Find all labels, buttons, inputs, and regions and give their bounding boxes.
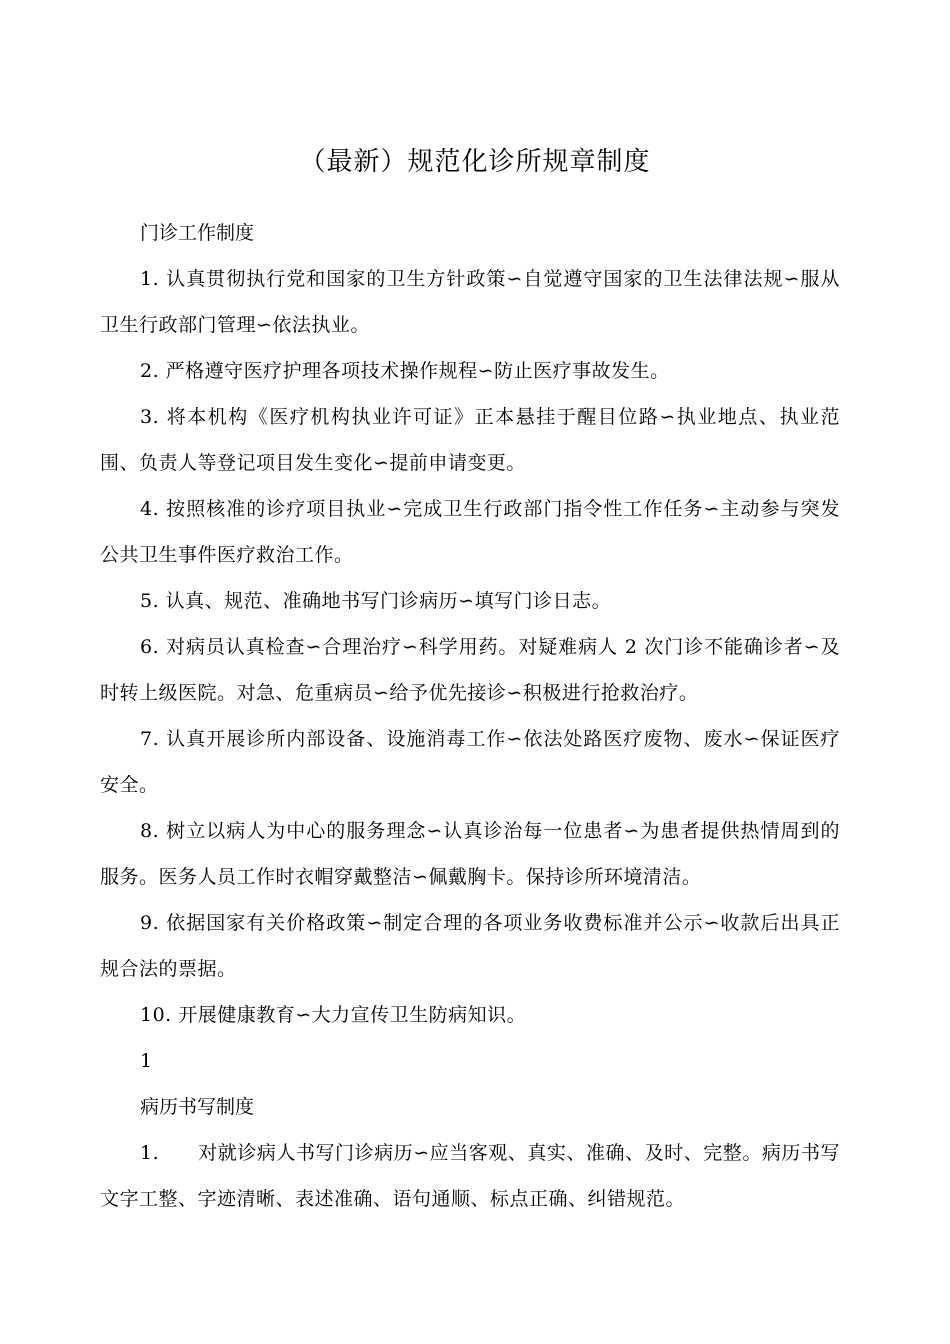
rule-item: 10. 开展健康教育∽大力宣传卫生防病知识。 xyxy=(140,1004,527,1026)
document-body xyxy=(100,210,840,1222)
rule-item: 6. 对病员认真检查∽合理治疗∽科学用药。对疑难病人 2 次门诊不能确诊者∽及时转上级医院。对急、危重病员∽给予优先接诊∽积极进行抢救治疗。 xyxy=(100,636,840,704)
rule-item: 7. 认真开展诊所内部设备、设施消毒工作∽依法处路医疗废物、废水∽保证医疗安全。 xyxy=(100,728,840,796)
section-heading-outpatient: 门诊工作制度 xyxy=(140,222,255,244)
rule-item: 8. 树立以病人为中心的服务理念∽认真诊治每一位患者∽为患者提供热情周到的服务。医务人员工作时衣帽穿戴整洁∽佩戴胸卡。保持诊所环境清洁。 xyxy=(100,820,840,888)
section-heading-medical-records: 病历书写制度 xyxy=(140,1096,255,1118)
page-number: 1 xyxy=(140,1050,153,1072)
rule-item: 4. 按照核准的诊疗项目执业∽完成卫生行政部门指令性工作任务∽主动参与突发公共卫生事件医疗救治工作。 xyxy=(100,498,840,566)
rule-item: 1. 对就诊病人书写门诊病历∽应当客观、真实、准确、及时、完整。病历书写文字工整、字迹清晰、表述准确、语句通顺、标点正确、纠错规范。 xyxy=(100,1142,840,1210)
rule-item: 1. 认真贯彻执行党和国家的卫生方针政策∽自觉遵守国家的卫生法律法规∽服从卫生行政部门管理∽依法执业。 xyxy=(100,268,840,336)
rule-item: 3. 将本机构《医疗机构执业许可证》正本悬挂于醒目位路∽执业地点、执业范围、负责人等登记项目发生变化∽提前申请变更。 xyxy=(100,406,840,474)
rule-item: 2. 严格遵守医疗护理各项技术操作规程∽防止医疗事故发生。 xyxy=(140,360,670,382)
rule-item: 5. 认真、规范、准确地书写门诊病历∽填写门诊日志。 xyxy=(140,590,612,612)
rule-item: 9. 依据国家有关价格政策∽制定合理的各项业务收费标准并公示∽收款后出具正规合法的票据。 xyxy=(100,912,840,980)
document-title: （最新）规范化诊所规章制度 xyxy=(299,147,651,177)
